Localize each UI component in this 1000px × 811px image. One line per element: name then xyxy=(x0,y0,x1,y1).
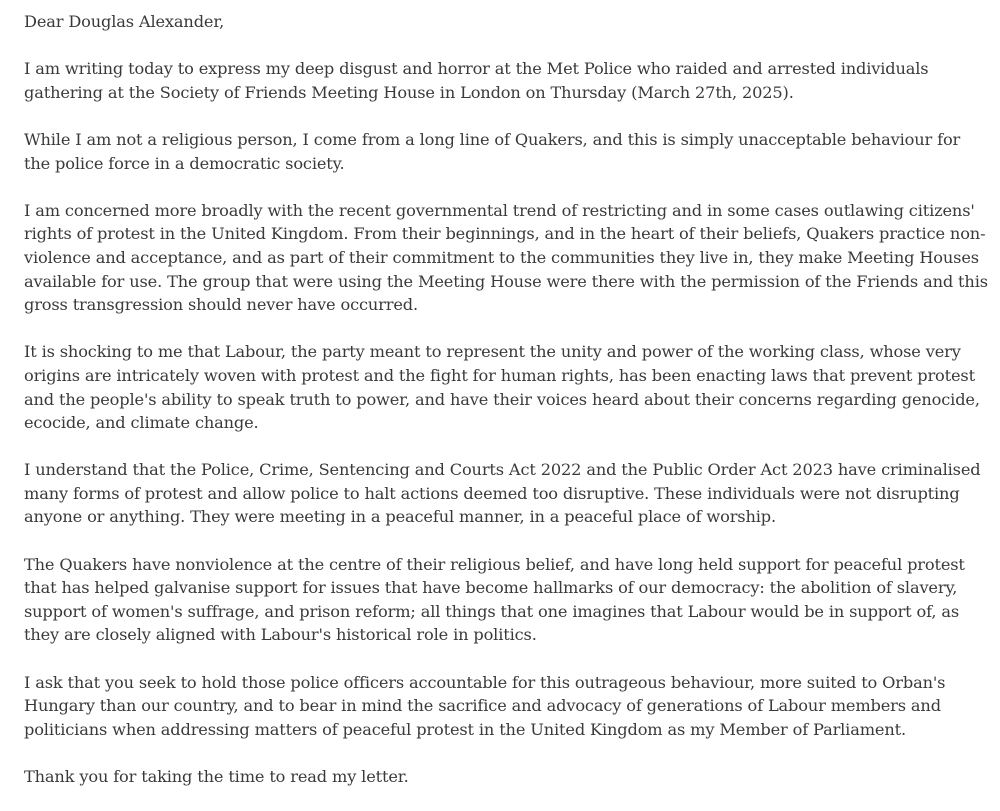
letter-paragraph: I am concerned more broadly with the recent governmental trend of restricting and in some cases outlawing citizens' rights of protest in the United Kingdom. From their beginnings, and in the heart of their beliefs, Quakers practice non-violence and acceptance, and as part of their commitment to the communities they live in, they make Meeting Houses available for use. The group that were using the Meeting House were there with the permission of the Friends and this gross transgression should never have occurred. xyxy=(24,200,988,315)
letter-paragraph: It is shocking to me that Labour, the party meant to represent the unity and power of the working class, whose very origins are intricately woven with protest and the fight for human rights, has been enacting laws that prevent protest and the people's ability to speak truth to power, and have their voices heard about their concerns regarding genocide, ecocide, and climate change. xyxy=(24,342,980,433)
letter-paragraph: While I am not a religious person, I come from a long line of Quakers, and this is simply unacceptable behaviour for the police force in a democratic society. xyxy=(24,129,961,173)
letter-paragraph: I understand that the Police, Crime, Sentencing and Courts Act 2022 and the Public Order Act 2023 have criminalised many forms of protest and allow police to halt actions deemed too disruptive. These individuals were not disrupting anyone or anything. They were meeting in a peaceful manner, in a peaceful place of worship. xyxy=(24,460,981,527)
letter-paragraph: I ask that you seek to hold those police officers accountable for this outrageous behaviour, more suited to Orban's Hungary than our country, and to bear in mind the sacrifice and advocacy of generations of Labour members and politicians when addressing matters of peaceful protest in the United Kingdom as my Member of Parliament. xyxy=(24,672,946,739)
letter-paragraph: The Quakers have nonviolence at the centre of their religious belief, and have long held support for peaceful protest that has helped galvanise support for issues that have become hallmarks of our democracy: the abolition of slavery, support of women's suffrage, and prison reform; all things that one imagines that Labour would be in support of, as they are closely aligned with Labour's historical role in politics. xyxy=(24,554,965,645)
letter-salutation: Dear Douglas Alexander, xyxy=(24,12,225,31)
letter-paragraph: I am writing today to express my deep disgust and horror at the Met Police who raided and arrested individuals gathering at the Society of Friends Meeting House in London on Thursday (March 27th, 2025). xyxy=(24,59,929,102)
letter-body xyxy=(24,10,990,789)
letter-closing: Thank you for taking the time to read my letter. xyxy=(24,767,409,786)
